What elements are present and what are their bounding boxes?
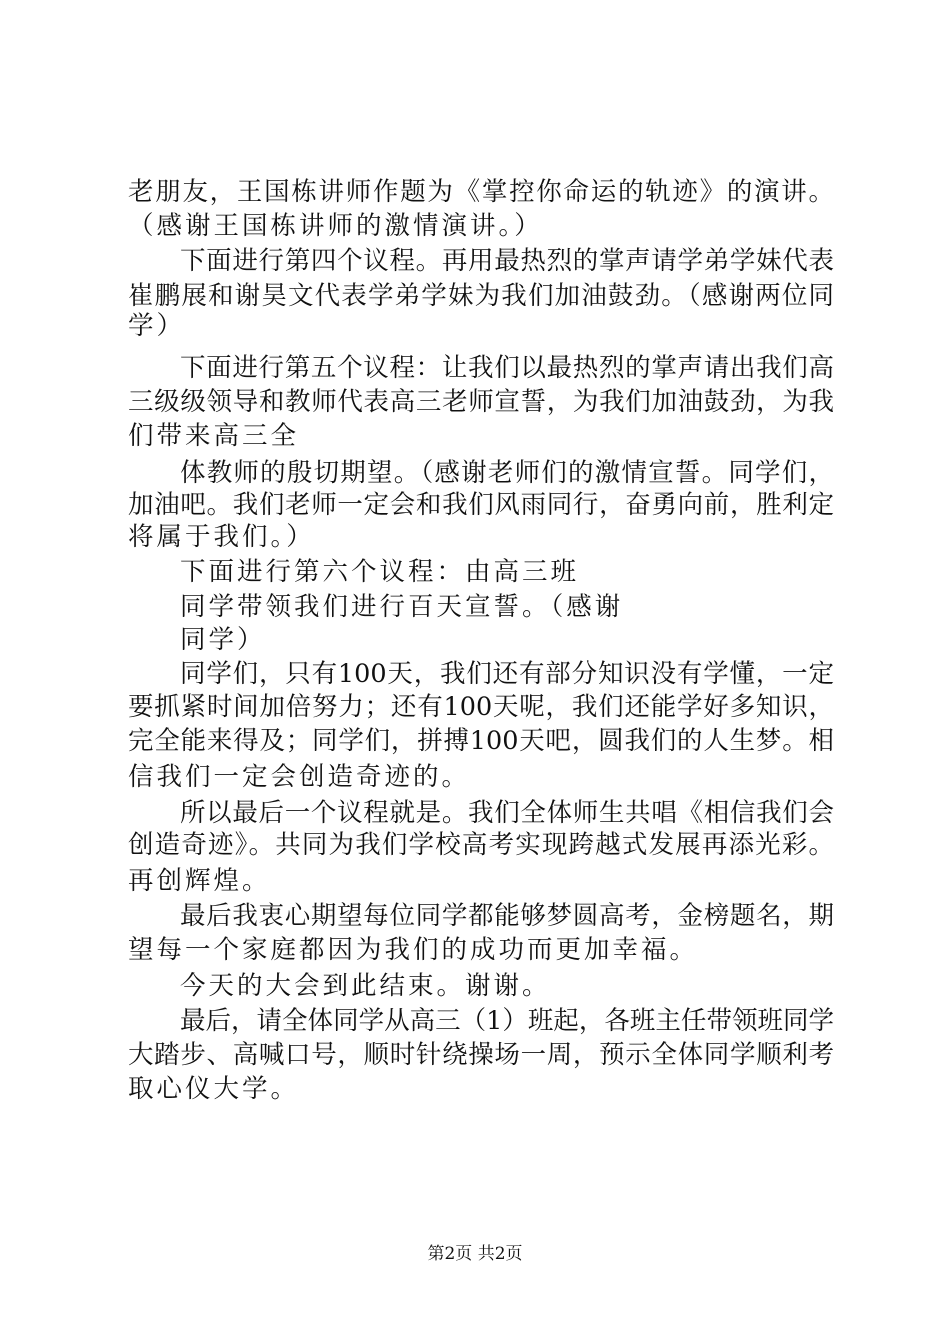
text-line: 同学） [180, 625, 266, 655]
text-line: 最后我衷心期望每位同学都能够梦圆高考，金榜题名，期 [180, 901, 834, 931]
text-line: 三级级领导和教师代表高三老师宣誓，为我们加油鼓劲，为我 [128, 387, 834, 417]
text-line: （感谢王国栋讲师的激情演讲。） [128, 211, 543, 241]
text-line: 信我们一定会创造奇迹的。 [128, 762, 471, 792]
text-line: 创造奇迹》。共同为我们学校高考实现跨越式发展再添光彩。 [128, 830, 834, 860]
text-line: 学） [128, 311, 186, 341]
text-line: 崔鹏展和谢昊文代表学弟学妹为我们加油鼓劲。（感谢两位同 [128, 281, 834, 311]
text-line: 大踏步、高喊口号，顺时针绕操场一周，预示全体同学顺利考 [128, 1040, 834, 1070]
text-line: 完全能来得及；同学们，拼搏100天吧，圆我们的人生梦。相 [128, 726, 834, 756]
text-line: 体教师的殷切期望。（感谢老师们的激情宣誓。同学们， [180, 458, 834, 488]
page-number: 第2页 共2页 [427, 1244, 523, 1264]
text-line: 要抓紧时间加倍努力；还有100天呢，我们还能学好多知识， [128, 692, 834, 722]
text-line: 望每一个家庭都因为我们的成功而更加幸福。 [128, 935, 699, 965]
text-line: 最后，请全体同学从高三（1）班起，各班主任带领班同学 [180, 1006, 834, 1036]
text-line: 下面进行第五个议程：让我们以最热烈的掌声请出我们高 [180, 353, 834, 383]
text-line: 将属于我们。） [128, 522, 315, 552]
text-line: 同学带领我们进行百天宣誓。（感谢 [180, 592, 624, 622]
text-line: 下面进行第六个议程：由高三班 [180, 557, 580, 587]
text-line: 同学们，只有100天，我们还有部分知识没有学懂，一定 [180, 659, 834, 689]
text-line: 今天的大会到此结束。谢谢。 [180, 971, 551, 1001]
text-line: 所以最后一个议程就是。我们全体师生共唱《相信我们会 [180, 798, 834, 828]
text-line: 再创辉煌。 [128, 866, 271, 896]
text-line: 下面进行第四个议程。再用最热烈的掌声请学弟学妹代表 [180, 246, 834, 276]
text-line: 老朋友，王国栋讲师作题为《掌控你命运的轨迹》的演讲。 [128, 177, 834, 207]
text-line: 们带来高三全 [128, 421, 300, 451]
text-line: 取心仪大学。 [128, 1074, 300, 1104]
text-line: 加油吧。我们老师一定会和我们风雨同行，奋勇向前，胜利定 [128, 490, 834, 520]
